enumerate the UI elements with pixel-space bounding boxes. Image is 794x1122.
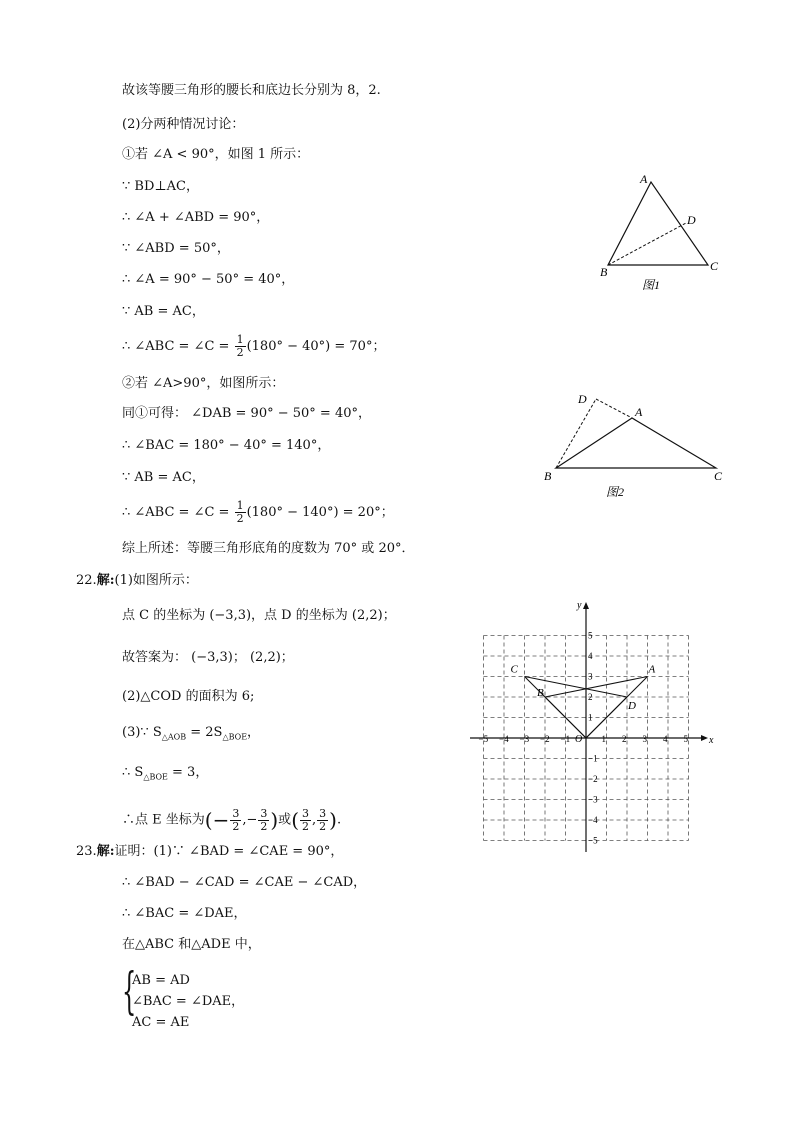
segment-ab (545, 677, 648, 698)
x-tick-label: −5 (478, 734, 489, 744)
text-line: ∵ AB = AC， (122, 470, 205, 485)
figure-2 (540, 388, 730, 500)
segment-ao (586, 677, 648, 739)
y-tick-label: 4 (588, 651, 593, 661)
figure-1 (595, 168, 735, 298)
question-23-header (76, 843, 343, 861)
label-c: C (714, 469, 723, 483)
text-segment: ∴点 E 坐标为 (122, 812, 205, 828)
text-segment: 证明：(1)∵ ∠BAD = ∠CAE = 90°， (114, 844, 344, 859)
label-b: B (544, 469, 552, 483)
text-line: 故答案为： (−3,3)； (2,2)； (122, 650, 294, 665)
fraction (235, 500, 246, 525)
x-tick-label: 1 (601, 734, 606, 744)
fraction (235, 334, 246, 359)
text-segment: (3)∵ S (122, 725, 162, 740)
origin-label: O (575, 734, 583, 745)
text-line (122, 806, 341, 835)
text-line (122, 334, 385, 359)
text-line: ∴ ∠BAC = 180° − 40° = 140°， (122, 438, 331, 453)
text-segment: (180° − 140°) = 20°； (246, 505, 394, 520)
text-line: 点 C 的坐标为 (−3,3)，点 D 的坐标为 (2,2)； (122, 608, 396, 623)
fraction-denominator: 2 (236, 346, 244, 359)
y-tick-label: 1 (588, 712, 593, 723)
y-tick-label: −4 (588, 815, 598, 825)
y-tick-label: −1 (588, 753, 598, 764)
fraction-numerator: 1 (236, 499, 244, 512)
text-line: 综上所述：等腰三角形底角的度数为 70° 或 20°． (122, 541, 415, 556)
label-c: C (710, 259, 719, 273)
system-brace: { (122, 962, 137, 1020)
x-tick-label: 2 (622, 734, 627, 744)
text-line: 故该等腰三角形的腰长和底边长分别为 8，2. (122, 83, 381, 98)
triangle-abc (556, 418, 716, 468)
subscript: △AOB (161, 732, 187, 742)
text-line (122, 724, 260, 747)
text-segment: = 3， (167, 765, 209, 780)
fraction (317, 808, 328, 833)
y-tick-label: −5 (588, 835, 598, 846)
fraction-numerator: 3 (260, 806, 268, 820)
x-tick-label: −3 (519, 734, 530, 744)
text-line: ②若 ∠A>90°，如图所示： (122, 376, 285, 391)
dashed-da (596, 399, 632, 418)
x-tick-label: −2 (540, 734, 550, 744)
text-line: 同①可得： ∠DAB = 90° − 50° = 40°， (122, 406, 371, 421)
subscript: △BOE (222, 732, 248, 742)
text-line (122, 500, 394, 525)
subscript: △BOE (143, 772, 168, 782)
text-line: ∵ ∠ABD = 50°， (122, 241, 230, 256)
question-22-header (76, 572, 198, 590)
x-tick-label: −4 (499, 734, 509, 744)
y-tick-label: 5 (588, 630, 593, 641)
text-segment: ∴ S (122, 765, 144, 780)
x-axis-label: x (709, 735, 714, 746)
label-d: D (578, 392, 587, 406)
answer-label: 解: (96, 573, 115, 588)
text-segment: ( (291, 808, 299, 832)
y-tick-label: −2 (588, 774, 598, 784)
text-line: ∵ BD⊥AC， (122, 179, 199, 194)
text-segment: = 2S (186, 725, 223, 740)
x-tick-label: 5 (683, 734, 688, 744)
text-segment: ， (247, 725, 261, 740)
dashed-bd (556, 399, 596, 468)
fraction (258, 808, 269, 833)
label-a: A (635, 405, 643, 419)
point-label-a: A (648, 663, 656, 676)
text-segment: ∴ ∠ABC = ∠C = (122, 339, 230, 354)
y-axis-label: y (577, 600, 582, 611)
text-line: ①若 ∠A < 90°，如图 1 所示： (122, 147, 310, 162)
system-line: ∠BAC = ∠DAE， (132, 994, 245, 1009)
fraction-numerator: 3 (232, 806, 240, 820)
text-line: ∴ ∠A = 90° − 50° = 40°， (122, 272, 295, 287)
fraction-denominator: 2 (260, 819, 268, 833)
question-number: 22. (76, 573, 97, 588)
fraction-numerator: 3 (319, 806, 327, 820)
text-line: ∴ ∠A + ∠ABD = 90°， (122, 210, 270, 225)
text-segment: (1)如图所示： (114, 573, 198, 588)
text-segment: ∴ ∠ABC = ∠C = (122, 505, 230, 520)
label-d: D (687, 213, 696, 227)
coordinate-grid (468, 596, 728, 858)
system-line: AC = AE (132, 1015, 190, 1030)
y-tick-label: −3 (588, 794, 598, 805)
fraction-denominator: 2 (302, 819, 309, 833)
text-segment: ) (270, 808, 279, 832)
fraction (230, 808, 241, 833)
text-segment: 或 (278, 812, 292, 828)
fraction-denominator: 2 (319, 819, 327, 833)
y-axis-arrow (583, 602, 589, 609)
answer-label: 解: (96, 844, 115, 859)
text-segment: ,− (242, 812, 258, 828)
caption: 图2 (606, 485, 625, 499)
caption: 图1 (642, 278, 661, 292)
point-label-b: B (537, 687, 544, 699)
text-line (122, 764, 208, 787)
segment-bo (545, 697, 586, 738)
text-line: (2)分两种情况讨论： (122, 117, 245, 132)
y-tick-label: 3 (588, 671, 593, 682)
text-line: ∵ AB = AC， (122, 304, 205, 319)
text-segment: . (336, 812, 342, 828)
fraction (300, 808, 311, 833)
point-label-c: C (510, 663, 518, 676)
text-segment: (− (204, 808, 230, 832)
fraction-numerator: 3 (302, 806, 309, 820)
system-line: AB = AD (132, 973, 190, 988)
fraction-denominator: 2 (232, 819, 240, 833)
x-axis-arrow (701, 735, 708, 741)
x-tick-label: 4 (663, 734, 668, 744)
text-segment: ) (329, 808, 337, 832)
text-line: (2)△COD 的面积为 6; (122, 689, 255, 704)
question-number: 23. (76, 844, 97, 859)
fraction-denominator: 2 (236, 512, 244, 525)
text-segment: , (312, 812, 317, 828)
dashed-bd (608, 223, 686, 265)
point-label-d: D (628, 700, 636, 712)
text-line: ∴ ∠BAD − ∠CAD = ∠CAE − ∠CAD， (122, 875, 367, 890)
text-segment: (180° − 40°) = 70°； (246, 339, 386, 354)
label-b: B (600, 265, 608, 279)
fraction-numerator: 1 (236, 333, 244, 346)
text-line: 在△ABC 和△ADE 中， (122, 937, 261, 952)
y-tick-label: 2 (588, 692, 593, 702)
x-tick-label: 3 (642, 734, 647, 744)
x-tick-label: −1 (560, 734, 571, 744)
text-line: ∴ ∠BAC = ∠DAE， (122, 906, 247, 921)
label-a: A (640, 172, 648, 186)
